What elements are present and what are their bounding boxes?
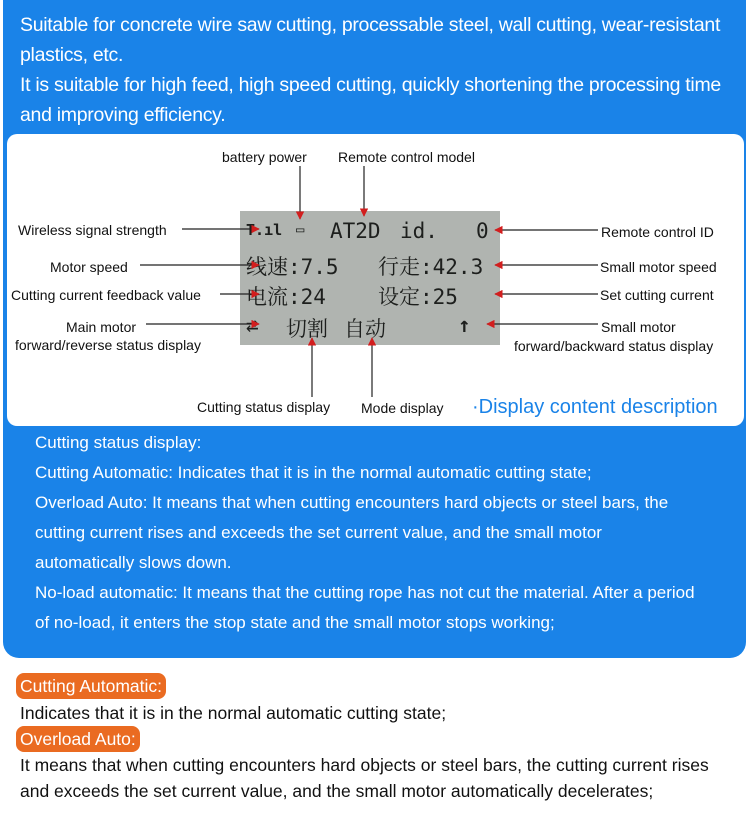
badge-cutting-automatic: Cutting Automatic: [16, 673, 166, 699]
battery-icon: ▭ [296, 222, 305, 238]
label-feedback: Cutting current feedback value [11, 287, 201, 303]
display-content-title: ·Display content description [472, 396, 718, 418]
lcd-small-motor-speed: 行走:42.3 [378, 255, 484, 279]
lcd-cutting-status: 切割 [286, 317, 328, 341]
label-remote-id: Remote control ID [601, 224, 714, 240]
text-cutting-automatic [20, 700, 745, 726]
small-motor-direction-icon: ↑ [458, 313, 471, 337]
label-small-motor-speed: Small motor speed [600, 259, 717, 275]
lcd-motor-speed: 线速:7.5 [246, 255, 339, 279]
label-cutting-status: Cutting status display [197, 399, 331, 415]
main-motor-direction-icon: ⇄ [246, 313, 259, 337]
intro-line-2: plastics, etc. [20, 44, 124, 66]
desc-line-3: Overload Auto: It means that when cutting encounters hard objects or steel bars, the [35, 493, 669, 512]
text-overload-line-2: and exceeds the set current value, and the small motor automatically decelerates; [20, 781, 654, 801]
desc-line-5: automatically slows down. [35, 553, 232, 572]
badge-overload-auto: Overload Auto: [16, 726, 140, 752]
lcd-model: AT2D [330, 219, 381, 243]
desc-line-4: cutting current rises and exceeds the set current value, and the small motor [35, 523, 602, 542]
label-motor-speed: Motor speed [50, 259, 128, 275]
label-small-motor-1: Small motor [601, 319, 676, 335]
label-mode-display: Mode display [361, 400, 444, 416]
lcd-id-value: 0 [476, 219, 489, 243]
signal-strength-icon: T.ıl [246, 221, 283, 239]
label-main-motor-1: Main motor [66, 319, 137, 335]
label-small-motor-2: forward/backward status display [514, 338, 714, 354]
lcd-id-label: id. [400, 219, 438, 243]
text-overload-auto [20, 752, 745, 804]
label-set-current: Set cutting current [600, 287, 714, 303]
lcd-set-current: 设定:25 [378, 285, 458, 309]
intro-line-4: and improving efficiency. [20, 104, 226, 126]
label-main-motor-2: forward/reverse status display [15, 337, 201, 353]
label-battery-power: battery power [222, 149, 307, 165]
lcd-cutting-current: 电流:24 [246, 285, 326, 309]
label-signal-strength: Wireless signal strength [18, 222, 167, 238]
text-overload-line-1: It means that when cutting encounters hard objects or steel bars, the cutting current rises [20, 755, 709, 775]
text-cutting-automatic-line: Indicates that it is in the normal automatic cutting state; [20, 703, 447, 723]
desc-line-6: No-load automatic: It means that the cutting rope has not cut the material. After a period [35, 583, 695, 602]
desc-line-2: Cutting Automatic: Indicates that it is in the normal automatic cutting state; [35, 463, 592, 482]
intro-line-3: It is suitable for high feed, high speed cutting, quickly shortening the processing time [20, 74, 721, 96]
label-remote-model: Remote control model [338, 149, 475, 165]
desc-line-7: of no-load, it enters the stop state and the small motor stops working; [35, 613, 555, 632]
intro-line-1: Suitable for concrete wire saw cutting, processable steel, wall cutting, wear-resistant [20, 14, 721, 36]
lcd-mode: 自动 [344, 317, 386, 341]
desc-line-1: Cutting status display: [35, 433, 202, 452]
